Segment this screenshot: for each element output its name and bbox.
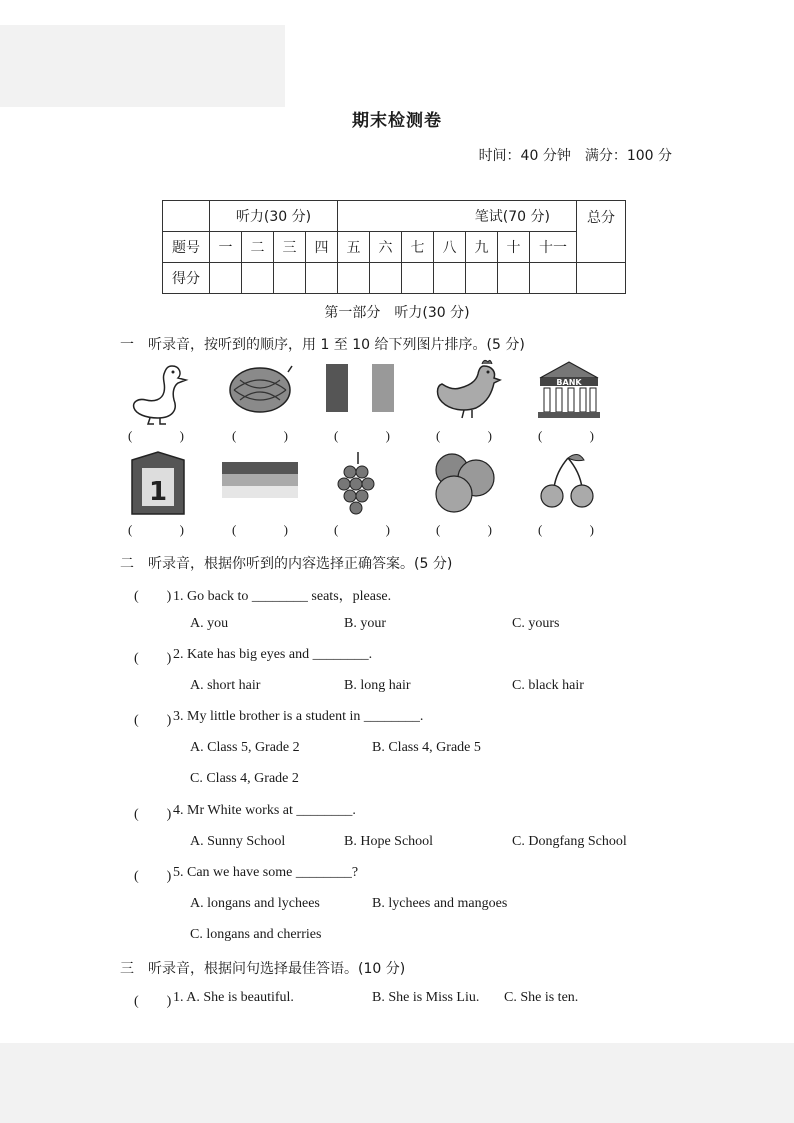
gray-banner-bottom [0,1043,794,1123]
row-label-defen: 得分 [163,263,210,294]
option-c[interactable]: C. yours [512,616,560,631]
bank-sign-text: BANK [556,378,582,387]
answer-paren[interactable]: ( ) [128,522,184,537]
goose-picture [128,360,190,426]
page-title: 期末检测卷 [352,111,442,131]
score-cell[interactable] [274,263,306,294]
answer-paren[interactable]: ( ) [436,522,492,537]
score-table-corner [163,201,210,232]
num-cell: 十 [498,232,530,263]
answer-paren[interactable]: ( ) [134,589,172,604]
score-cell[interactable] [434,263,466,294]
option-a[interactable]: A. you [190,616,229,631]
num-cell: 七 [402,232,434,263]
question-text: 4. Mr White works at ________. [173,803,356,818]
question-text: 1. Go back to ________ seats，please. [173,589,392,604]
section2-title: 二 听录音，根据你听到的内容选择正确答案。(5 分) [120,556,453,572]
option-c[interactable]: C. She is ten. [504,990,579,1005]
answer-paren[interactable]: ( ) [334,522,390,537]
score-cell[interactable] [370,263,402,294]
score-cell[interactable] [210,263,242,294]
total-score-cell[interactable] [577,263,626,294]
striped-flag-picture [222,462,300,498]
flag-bars-picture [326,364,398,412]
question-text: 2. Kate has big eyes and ________. [173,647,373,662]
question-text: 3. My little brother is a student in ________. [173,709,424,724]
listening-header: 听力(30 分) [210,201,338,232]
num-cell: 六 [370,232,402,263]
num-cell: 四 [306,232,338,263]
option-b[interactable]: B. Hope School [344,834,434,849]
answer-paren[interactable]: ( ) [436,428,492,443]
answer-paren[interactable]: ( ) [134,994,172,1009]
answer-paren[interactable]: ( ) [134,651,172,666]
option-c[interactable]: C. Dongfang School [512,834,627,849]
answer-paren[interactable]: ( ) [134,869,172,884]
option-b[interactable]: B. your [344,616,386,631]
score-cell[interactable] [466,263,498,294]
cctv-building-picture [128,450,188,516]
part-one-title: 第一部分 听力(30 分) [324,305,470,321]
answer-paren[interactable]: ( ) [538,428,594,443]
watermelon-picture [226,362,294,418]
num-cell: 一 [210,232,242,263]
section3-title: 三 听录音，根据问句选择最佳答语。(10 分) [120,961,406,977]
option-b[interactable]: B. long hair [344,678,411,693]
option-a[interactable]: A. short hair [190,678,261,693]
question-text: 5. Can we have some ________? [173,865,359,880]
answer-paren[interactable]: ( ) [128,428,184,443]
answer-paren[interactable]: ( ) [334,428,390,443]
score-table [162,200,626,294]
answer-paren[interactable]: ( ) [232,428,288,443]
option-c[interactable]: C. Class 4, Grade 2 [190,771,299,786]
time-info: 时间：40 分钟 满分：100 分 [478,148,672,164]
option-c[interactable]: C. black hair [512,678,584,693]
score-cell[interactable] [242,263,274,294]
option-c[interactable]: C. longans and cherries [190,927,322,942]
score-cell[interactable] [530,263,577,294]
num-cell: 八 [434,232,466,263]
hen-picture [432,358,502,420]
answer-paren[interactable]: ( ) [134,807,172,822]
answer-paren[interactable]: ( ) [232,522,288,537]
bank-picture [534,358,604,420]
option-b[interactable]: B. Class 4, Grade 5 [372,740,481,755]
num-cell: 九 [466,232,498,263]
option-b[interactable]: B. lychees and mangoes [372,896,508,911]
option-a[interactable]: A. Sunny School [190,834,286,849]
answer-paren[interactable]: ( ) [134,713,172,728]
option-b[interactable]: B. She is Miss Liu. [372,990,480,1005]
score-cell[interactable] [338,263,370,294]
score-cell[interactable] [402,263,434,294]
writing-header: 笔试(70 分) [338,201,577,232]
row-label-tihao: 题号 [163,232,210,263]
score-cell[interactable] [306,263,338,294]
num-cell: 三 [274,232,306,263]
answer-paren[interactable]: ( ) [538,522,594,537]
num-cell: 十一 [530,232,577,263]
gray-banner-top [0,25,285,107]
score-cell[interactable] [498,263,530,294]
num-cell: 二 [242,232,274,263]
total-header: 总分 [577,201,626,263]
lychees-picture [332,450,384,520]
building-number: 1 [148,477,168,507]
num-cell: 五 [338,232,370,263]
oranges-picture [430,450,500,516]
question-option-a[interactable]: 1. A. She is beautiful. [173,990,294,1005]
cherries-picture [536,452,600,510]
option-a[interactable]: A. Class 5, Grade 2 [190,740,300,755]
option-a[interactable]: A. longans and lychees [190,896,320,911]
section1-title: 一 听录音，按听到的顺序，用 1 至 10 给下列图片排序。(5 分) [120,337,525,353]
